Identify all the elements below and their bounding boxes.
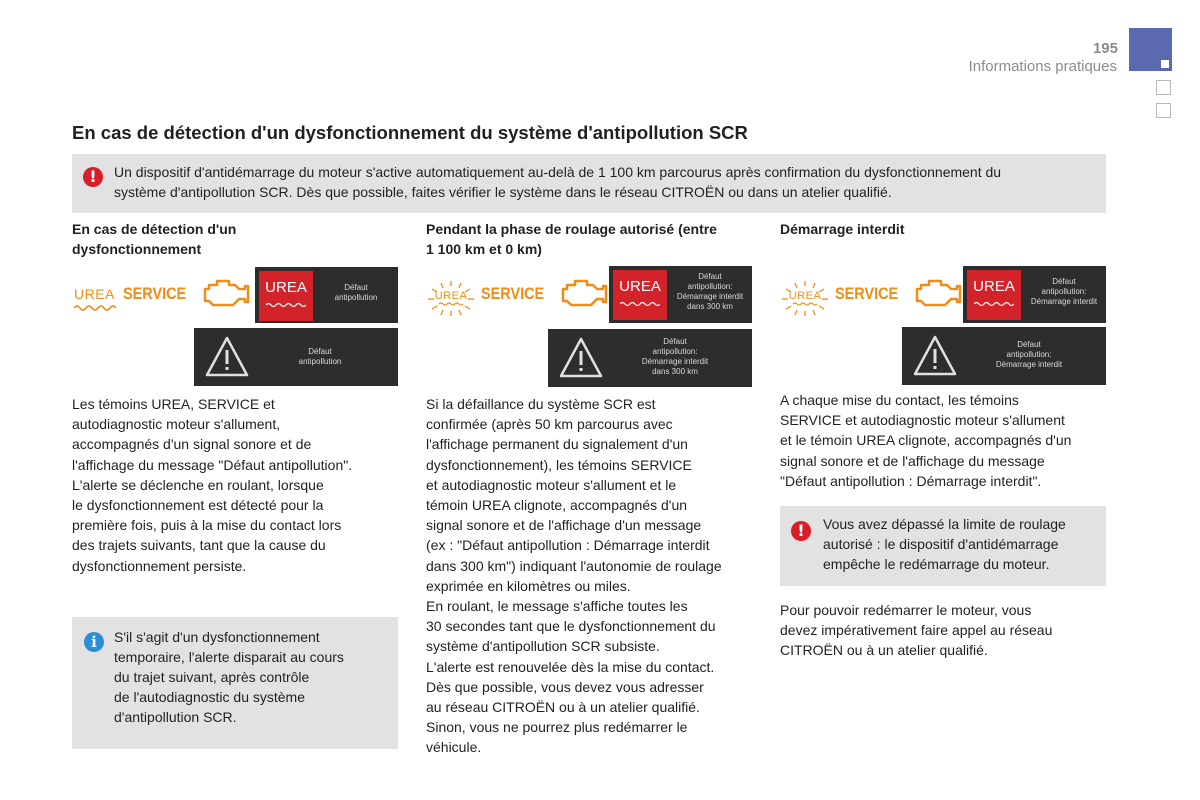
chapter-dot — [1161, 60, 1169, 68]
column-2-heading — [426, 219, 717, 259]
body-line: exprimée en kilomètres ou miles. — [426, 577, 631, 594]
engine-icon — [201, 277, 251, 311]
body-line: dans 300 km") indiquant l'autonomie de roulage — [426, 557, 722, 574]
display-line: Démarrage interdit — [641, 357, 709, 366]
page-number: 195 — [1092, 40, 1118, 57]
body-line: L'alerte est renouvelée dès la mise du contact. — [426, 658, 715, 675]
display-line: Défaut — [1052, 277, 1076, 286]
indicator-row — [427, 276, 609, 312]
body-line: Sinon, vous ne pourrez plus redémarrer le — [426, 719, 688, 736]
body-line: témoin UREA clignote, accompagnés d'un — [426, 497, 688, 514]
warning-box-text — [823, 514, 1103, 574]
info-line: temporaire, l'alerte disparait au cours — [114, 649, 344, 665]
body-line: CITROËN ou à un atelier qualifié. — [780, 642, 988, 659]
body-line: signal sonore et de l'affichage du message — [780, 452, 1045, 469]
display-message — [620, 337, 730, 377]
urea-wave-icon — [974, 301, 1014, 307]
body-line: système d'antipollution SCR subsiste. — [426, 638, 660, 655]
display-line: Défaut — [663, 337, 687, 346]
top-warning-text — [114, 162, 1104, 202]
body-line: dysfonctionnement persiste. — [72, 557, 247, 574]
info-icon: i — [84, 632, 104, 652]
display-message — [974, 340, 1084, 370]
heading-line: En cas de détection d'un — [72, 221, 237, 237]
heading-line: Démarrage interdit — [780, 221, 905, 237]
heading-line: 1 100 km et 0 km) — [426, 241, 542, 257]
info-line: de l'autodiagnostic du système — [114, 689, 306, 705]
body-line: au réseau CITROËN ou à un atelier qualifié. — [426, 699, 700, 716]
warning-exclamation-icon: ! — [791, 521, 811, 541]
body-line: véhicule. — [426, 739, 482, 756]
display-urea-label: UREA — [265, 279, 307, 296]
dashboard-display — [548, 329, 752, 387]
body-line: première fois, puis à la mise du contact lors — [72, 517, 342, 534]
body-line: "Défaut antipollution : Démarrage interdit". — [780, 472, 1042, 489]
display-line: Défaut — [308, 347, 332, 356]
display-line: Défaut — [698, 272, 722, 281]
dashboard-display — [609, 266, 752, 323]
display-line: dans 300 km — [687, 302, 733, 311]
dashboard-display — [963, 266, 1106, 323]
display-urea-label: UREA — [973, 278, 1015, 295]
column-3-body-2 — [780, 600, 1120, 661]
warning-exclamation-icon: ! — [83, 167, 103, 187]
body-line: dysfonctionnement), les témoins SERVICE — [426, 456, 692, 473]
display-urea-label: UREA — [619, 278, 661, 295]
warning-box — [780, 506, 1106, 586]
column-1-body — [72, 394, 402, 576]
indicator-row — [74, 276, 251, 312]
display-line: dans 300 km — [652, 367, 698, 376]
info-box — [72, 617, 398, 749]
column-2-body — [426, 394, 766, 758]
service-indicator: SERVICE — [122, 284, 187, 303]
column-3-body — [780, 390, 1120, 491]
body-line: Pour pouvoir redémarrer le moteur, vous — [780, 602, 1032, 618]
display-line: antipollution: — [1041, 287, 1087, 296]
body-line: signal sonore et de l'affichage d'un message — [426, 517, 702, 534]
urea-icon — [74, 286, 115, 302]
info-box-text — [114, 627, 394, 727]
urea-warning-display — [613, 270, 667, 320]
display-line: antipollution: — [1006, 350, 1052, 359]
dashboard-display — [194, 328, 398, 386]
body-line: En roulant, le message s'affiche toutes les — [426, 598, 688, 615]
body-line: Les témoins UREA, SERVICE et — [72, 396, 275, 412]
body-line: SERVICE et autodiagnostic moteur s'allument — [780, 412, 1065, 429]
body-line: des trajets suivants, tant que la cause du — [72, 537, 326, 554]
service-indicator: SERVICE — [481, 284, 545, 303]
heading-line: Pendant la phase de roulage autorisé (entre — [426, 221, 717, 237]
warning-line: Un dispositif d'antidémarrage du moteur s'active automatiquement au-delà de 1 100 km parcourus après confirmation du dysfonctionnement du — [114, 164, 1002, 180]
warning-line: empêche le redémarrage du moteur. — [823, 556, 1050, 572]
display-line: antipollution: — [687, 282, 733, 291]
body-line: et le témoin UREA clignote, accompagnés d'un — [780, 432, 1072, 449]
body-line: autodiagnostic moteur s'allument, — [72, 416, 281, 433]
display-line: antipollution: — [652, 347, 698, 356]
body-line: le dysfonctionnement est détecté pour la — [72, 497, 324, 514]
urea-wave-icon — [620, 301, 660, 307]
body-line: devez impérativement faire appel au réseau — [780, 622, 1053, 639]
body-line: L'alerte se déclenche en roulant, lorsque — [72, 476, 324, 493]
service-indicator: SERVICE — [835, 284, 899, 303]
display-message — [671, 272, 749, 312]
display-message — [319, 283, 393, 303]
display-line: antipollution — [298, 357, 342, 366]
display-line: Démarrage interdit — [995, 360, 1063, 369]
body-line: Dès que possible, vous devez vous adresser — [426, 678, 704, 695]
body-line: l'affichage du message "Défaut antipollution". — [72, 456, 353, 473]
warning-line: système d'antipollution SCR. Dès que possible, faites vérifier le système dans le réseau CITROËN ou dans un atelier qualifié. — [114, 184, 892, 200]
body-line: et autodiagnostic moteur s'allument et le — [426, 476, 677, 493]
engine-icon — [559, 277, 609, 311]
display-message — [274, 347, 366, 367]
urea-warning-display — [259, 271, 313, 321]
display-line: Défaut — [344, 283, 368, 292]
display-line: Démarrage interdit — [1030, 297, 1098, 306]
column-3-heading — [780, 219, 904, 239]
heading-line: dysfonctionnement — [72, 241, 202, 257]
dashboard-display — [255, 267, 398, 323]
urea-blinking-icon — [427, 286, 475, 302]
column-1-heading — [72, 219, 236, 259]
urea-label: UREA — [434, 290, 468, 302]
body-line: (ex : "Défaut antipollution : Démarrage interdit — [426, 537, 710, 554]
section-label: Informations pratiques — [968, 58, 1117, 75]
urea-warning-display — [967, 270, 1021, 320]
chapter-tab-empty[interactable] — [1156, 80, 1171, 95]
warning-triangle-icon — [204, 335, 250, 379]
top-warning-box — [72, 154, 1106, 213]
warning-triangle-icon — [558, 336, 604, 380]
chapter-tab[interactable] — [1129, 28, 1172, 71]
urea-wave-icon — [266, 302, 306, 308]
dashboard-display — [902, 327, 1106, 385]
body-line: accompagnés d'un signal sonore et de — [72, 436, 312, 453]
urea-label: UREA — [788, 290, 822, 302]
chapter-tab-empty[interactable] — [1156, 103, 1171, 118]
body-line: 30 secondes tant que le dysfonctionnement du — [426, 618, 716, 635]
display-line: antipollution — [334, 293, 378, 302]
display-line: Démarrage interdit — [676, 292, 744, 301]
warning-line: Vous avez dépassé la limite de roulage — [823, 516, 1066, 532]
engine-icon — [913, 277, 963, 311]
body-line: l'affichage permanent du signalement d'un — [426, 436, 688, 453]
info-line: d'antipollution SCR. — [114, 709, 237, 725]
warning-triangle-icon — [912, 334, 958, 378]
urea-blinking-icon — [781, 286, 829, 302]
warning-line: autorisé : le dispositif d'antidémarrage — [823, 536, 1059, 552]
body-line: confirmée (après 50 km parcourus avec — [426, 416, 673, 433]
display-line: Défaut — [1017, 340, 1041, 349]
page-title: En cas de détection d'un dysfonctionnement du système d'antipollution SCR — [72, 122, 748, 143]
info-line: du trajet suivant, après contrôle — [114, 669, 310, 685]
urea-label: UREA — [74, 286, 115, 302]
info-line: S'il s'agit d'un dysfonctionnement — [114, 629, 320, 645]
body-line: A chaque mise du contact, les témoins — [780, 392, 1019, 408]
urea-wave-icon — [74, 304, 118, 312]
indicator-row — [781, 276, 963, 312]
body-line: Si la défaillance du système SCR est — [426, 396, 656, 412]
display-message — [1025, 277, 1103, 307]
